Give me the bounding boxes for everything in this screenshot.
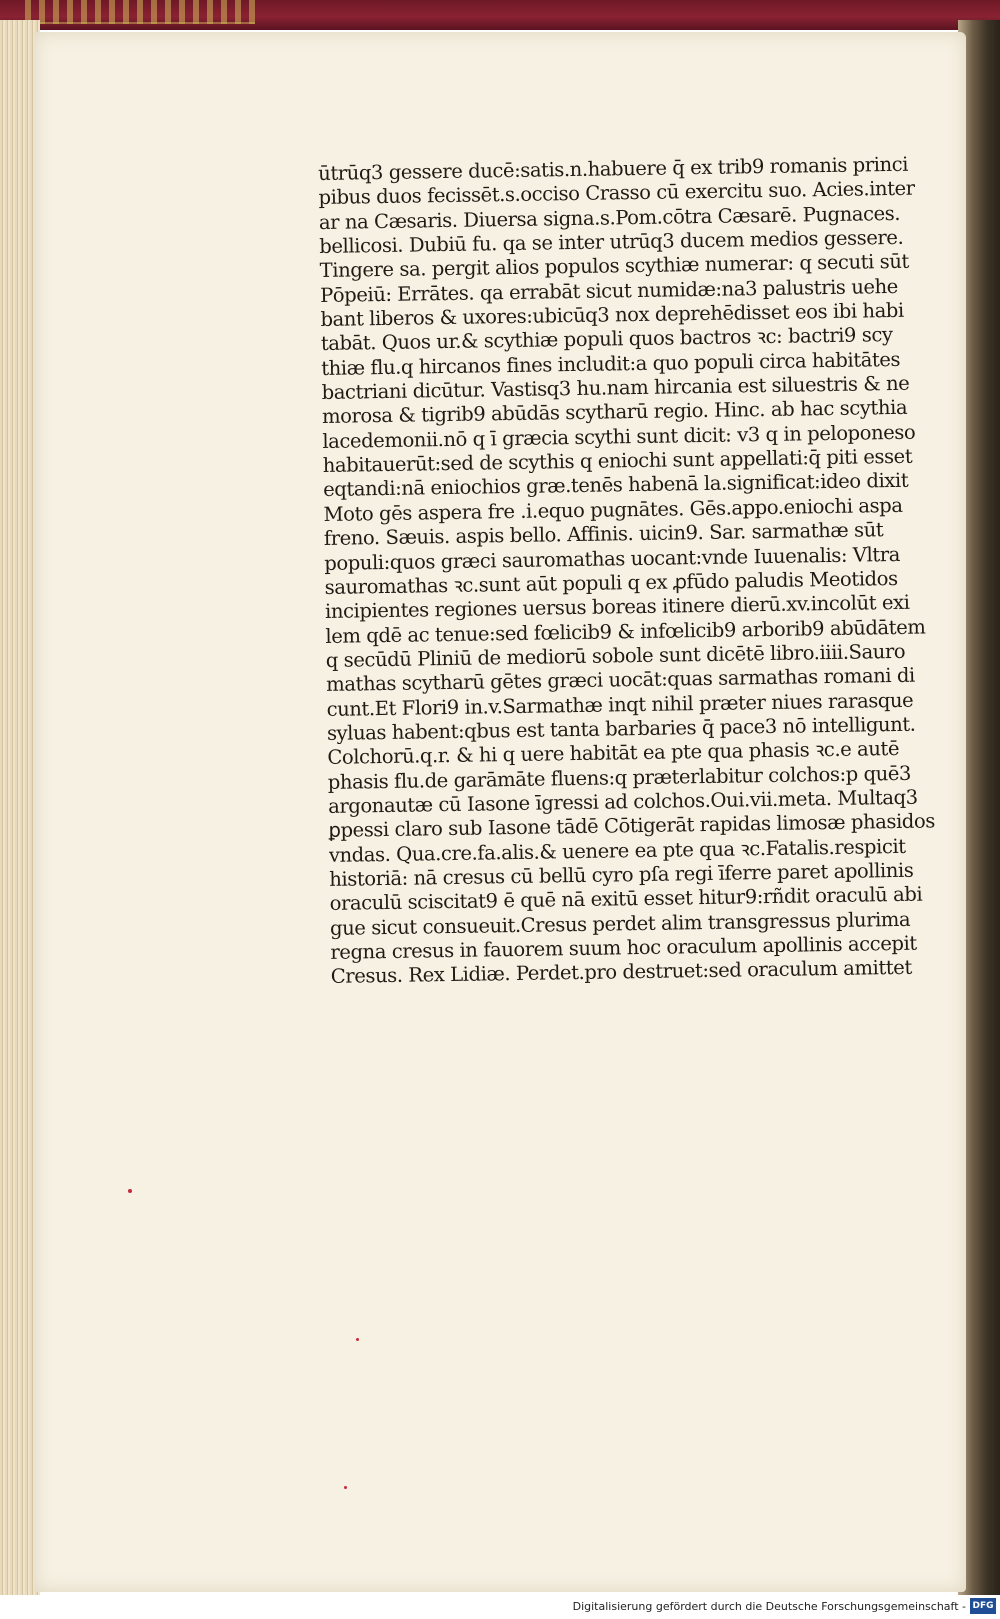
text-line: morosa & tigrib9 abūdās scytharū regio. Hinc. ab hac scythia — [321, 396, 908, 429]
text-line: ar na Cæsaris. Diuersa signa.s.Pom.cōtra Cæsarē. Pugnaces. — [318, 201, 901, 234]
text-line: bellicosi. Dubiū fu. qa se inter utrūq3 ducem medios gessere. — [319, 225, 904, 259]
rubric-dot — [128, 1189, 132, 1193]
text-line: lem qdē ac tenue:sed fœlicib9 & infœlicib9 arborib9 abūdātem — [325, 615, 926, 648]
rubric-dot — [356, 1338, 359, 1341]
binding-ornament — [25, 0, 255, 24]
text-line: syluas habent:qbus est tanta barbaries q̄ pace3 nō intelligunt. — [326, 712, 916, 745]
rubric-dot — [344, 1486, 347, 1489]
text-line: populi:quos græci sauromathas uocant:vnde Iuuenalis: Vltra — [324, 542, 901, 575]
footer-bar — [0, 1595, 1000, 1619]
text-line: pibus duos fecissēt.s.occiso Crasso cū exercitu suo. Acies.inter — [318, 176, 915, 210]
dfg-logo: DFG — [970, 1598, 996, 1614]
text-line: mathas scytharū gētes græci uocāt:quas sarmathas romani di — [326, 663, 915, 697]
text-line: sauromathas ꝛc.sunt aūt populi q ex ꝓfūdo paludis Meotidos — [324, 566, 898, 599]
text-line: incipientes regiones uersus boreas itinere dierū.xv.incolūt exi — [324, 590, 910, 624]
text-line: ꝑpessi claro sub Iasone tādē Cōtigerāt rapidas limosæ phasidos — [328, 809, 936, 843]
text-line: freno. Sæuis. aspis bello. Affinis. uicin9. Sar. sarmathæ sūt — [323, 518, 884, 551]
text-line: Cresus. Rex Lidiæ. Perdet.pro destruet:sed oraculum amittet — [330, 956, 912, 989]
text-line: phasis flu.de garāmāte fluens:q præterlabitur colchos:p quē3 — [327, 761, 912, 794]
book-binding — [0, 0, 1000, 30]
text-line: lacedemonii.nō q ī græcia scythi sunt dicit: v3 q in peloponeso — [322, 420, 916, 453]
text-line: historiā: nā cresus cū bellū cyro pſa regi īferre paret apollinis — [329, 858, 914, 891]
text-line: regna cresus in fauorem suum hoc oraculum apollinis accepit — [330, 931, 917, 964]
text-line: vndas. Qua.cre.fa.alis.& uenere ea pte qua ꝛc.Fatalis.respicit — [328, 834, 906, 867]
text-line: argonautæ cū Iasone īgressi ad colchos.Oui.vii.meta. Multaq3 — [327, 785, 918, 818]
text-line: cunt.Et Flori9 in.v.Sarmathæ inqt nihil præter niues rarasque — [326, 688, 914, 721]
text-line: bactriani dicūtur. Vastisq3 hu.nam hircania est siluestris & ne — [321, 371, 910, 405]
text-line: q secūdū Pliniū de mediorū sobole sunt dicētē libro.iiii.Sauro — [325, 639, 906, 672]
text-line: oraculū sciscitat9 ē quē nā exitū esset hitur9:rñdit oraculū abi — [329, 882, 923, 916]
funding-notice: Digitalisierung gefördert durch die Deutsche Forschungsgemeinschaft - — [572, 1600, 966, 1613]
printed-text-block — [318, 152, 944, 1207]
text-line: Colchorū.q.r. & hi q uere habitāt ea pte qua phasis ꝛc.e autē — [327, 737, 900, 770]
text-line: habitauerūt:sed de scythis q eniochi sunt appellati:q̄ piti esset — [322, 444, 913, 478]
text-line: Pōpeiū: Errātes. qa errabāt sicut numidæ:na3 palustris uehe — [319, 274, 899, 307]
text-line: Tingere sa. pergit alios populos scythiæ numerar: q secuti sūt — [319, 250, 910, 283]
text-line: tabāt. Quos ur.& scythiæ populi quos bactros ꝛc: bactri9 scy — [320, 323, 893, 356]
text-line: ūtrūq3 gessere ducē:satis.n.habuere q̄ ex trib9 romanis princi — [318, 152, 909, 185]
text-line: Moto gēs aspera fre .i.equo pugnātes. Gēs.appo.eniochi aspa — [323, 493, 903, 526]
text-line: thiæ flu.q hircanos fines includit:a quo populi circa habitātes — [321, 347, 901, 380]
text-line: eqtandi:nā eniochios græ.tenēs habenā la.significat:ideo dixit — [322, 469, 909, 502]
text-line: bant liberos & uxores:ubicūq3 nox deprehēdisset eos ibi habi — [320, 298, 904, 332]
text-line: gue sicut consueuit.Cresus perdet alim transgressus plurima — [329, 907, 911, 940]
